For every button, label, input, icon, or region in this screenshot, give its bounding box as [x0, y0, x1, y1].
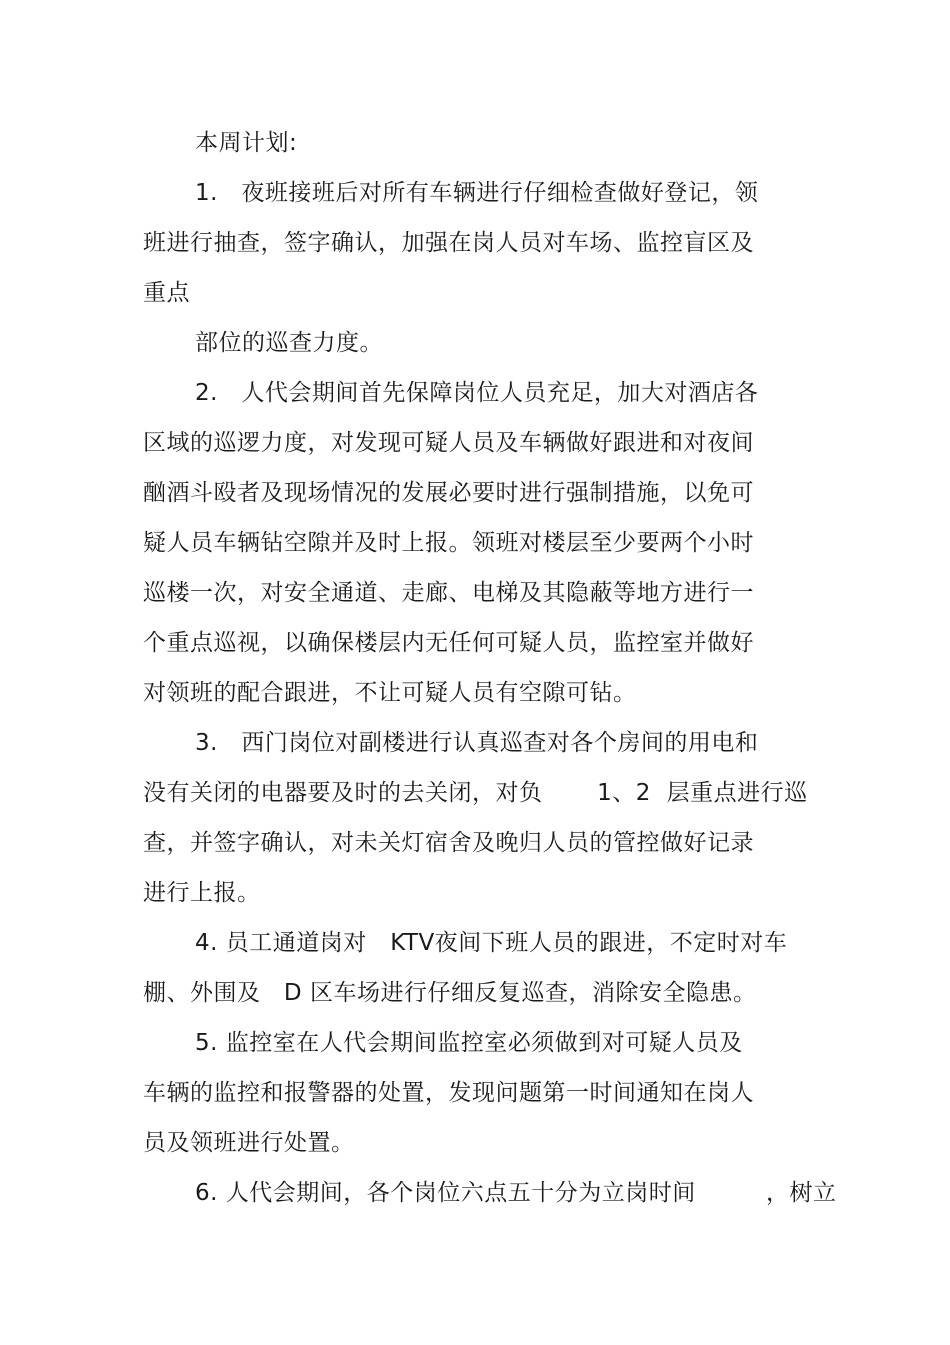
- heading-weekly-plan: 本周计划:: [195, 130, 298, 156]
- paragraph-line: 部位的巡查力度。: [195, 330, 383, 356]
- paragraph-line: 进行上报。: [143, 880, 261, 906]
- paragraph-line: 疑人员车辆钻空隙并及时上报。领班对楼层至少要两个小时: [143, 530, 754, 556]
- paragraph-line: 对领班的配合跟进，不让可疑人员有空隙可钻。: [143, 680, 637, 706]
- paragraph-line: 1. 夜班接班后对所有车辆进行仔细检查做好登记，领: [195, 180, 759, 206]
- paragraph-line: 重点: [143, 280, 190, 306]
- paragraph-line: 2. 人代会期间首先保障岗位人员充足，加大对酒店各: [195, 380, 759, 406]
- paragraph-line: 车辆的监控和报警器的处置，发现问题第一时间通知在岗人: [143, 1080, 754, 1106]
- paragraph-line: 员及领班进行处置。: [143, 1130, 355, 1156]
- paragraph-line: 棚、外围及 D 区车场进行仔细反复巡查，消除安全隐患。: [143, 980, 757, 1006]
- paragraph-line: 4. 员工通道岗对 KTV夜间下班人员的跟进，不定时对车: [195, 930, 788, 956]
- paragraph-line: 班进行抽查，签字确认，加强在岗人员对车场、监控盲区及: [143, 230, 754, 256]
- paragraph-line: 查，并签字确认，对未关灯宿舍及晚归人员的管控做好记录: [143, 830, 754, 856]
- paragraph-line: 个重点巡视，以确保楼层内无任何可疑人员，监控室并做好: [143, 630, 754, 656]
- paragraph-line: 酗酒斗殴者及现场情况的发展必要时进行强制措施，以免可: [143, 480, 754, 506]
- paragraph-line: 没有关闭的电器要及时的去关闭，对负 1、2 层重点进行巡: [143, 780, 808, 806]
- paragraph-line: 3. 西门岗位对副楼进行认真巡查对各个房间的用电和: [195, 730, 759, 756]
- paragraph-line: 5. 监控室在人代会期间监控室必须做到对可疑人员及: [195, 1030, 743, 1056]
- paragraph-line: 区域的巡逻力度，对发现可疑人员及车辆做好跟进和对夜间: [143, 430, 754, 456]
- paragraph-line: 巡楼一次，对安全通道、走廊、电梯及其隐蔽等地方进行一: [143, 580, 754, 606]
- paragraph-line: 6. 人代会期间，各个岗位六点五十分为立岗时间 ，树立: [195, 1180, 837, 1206]
